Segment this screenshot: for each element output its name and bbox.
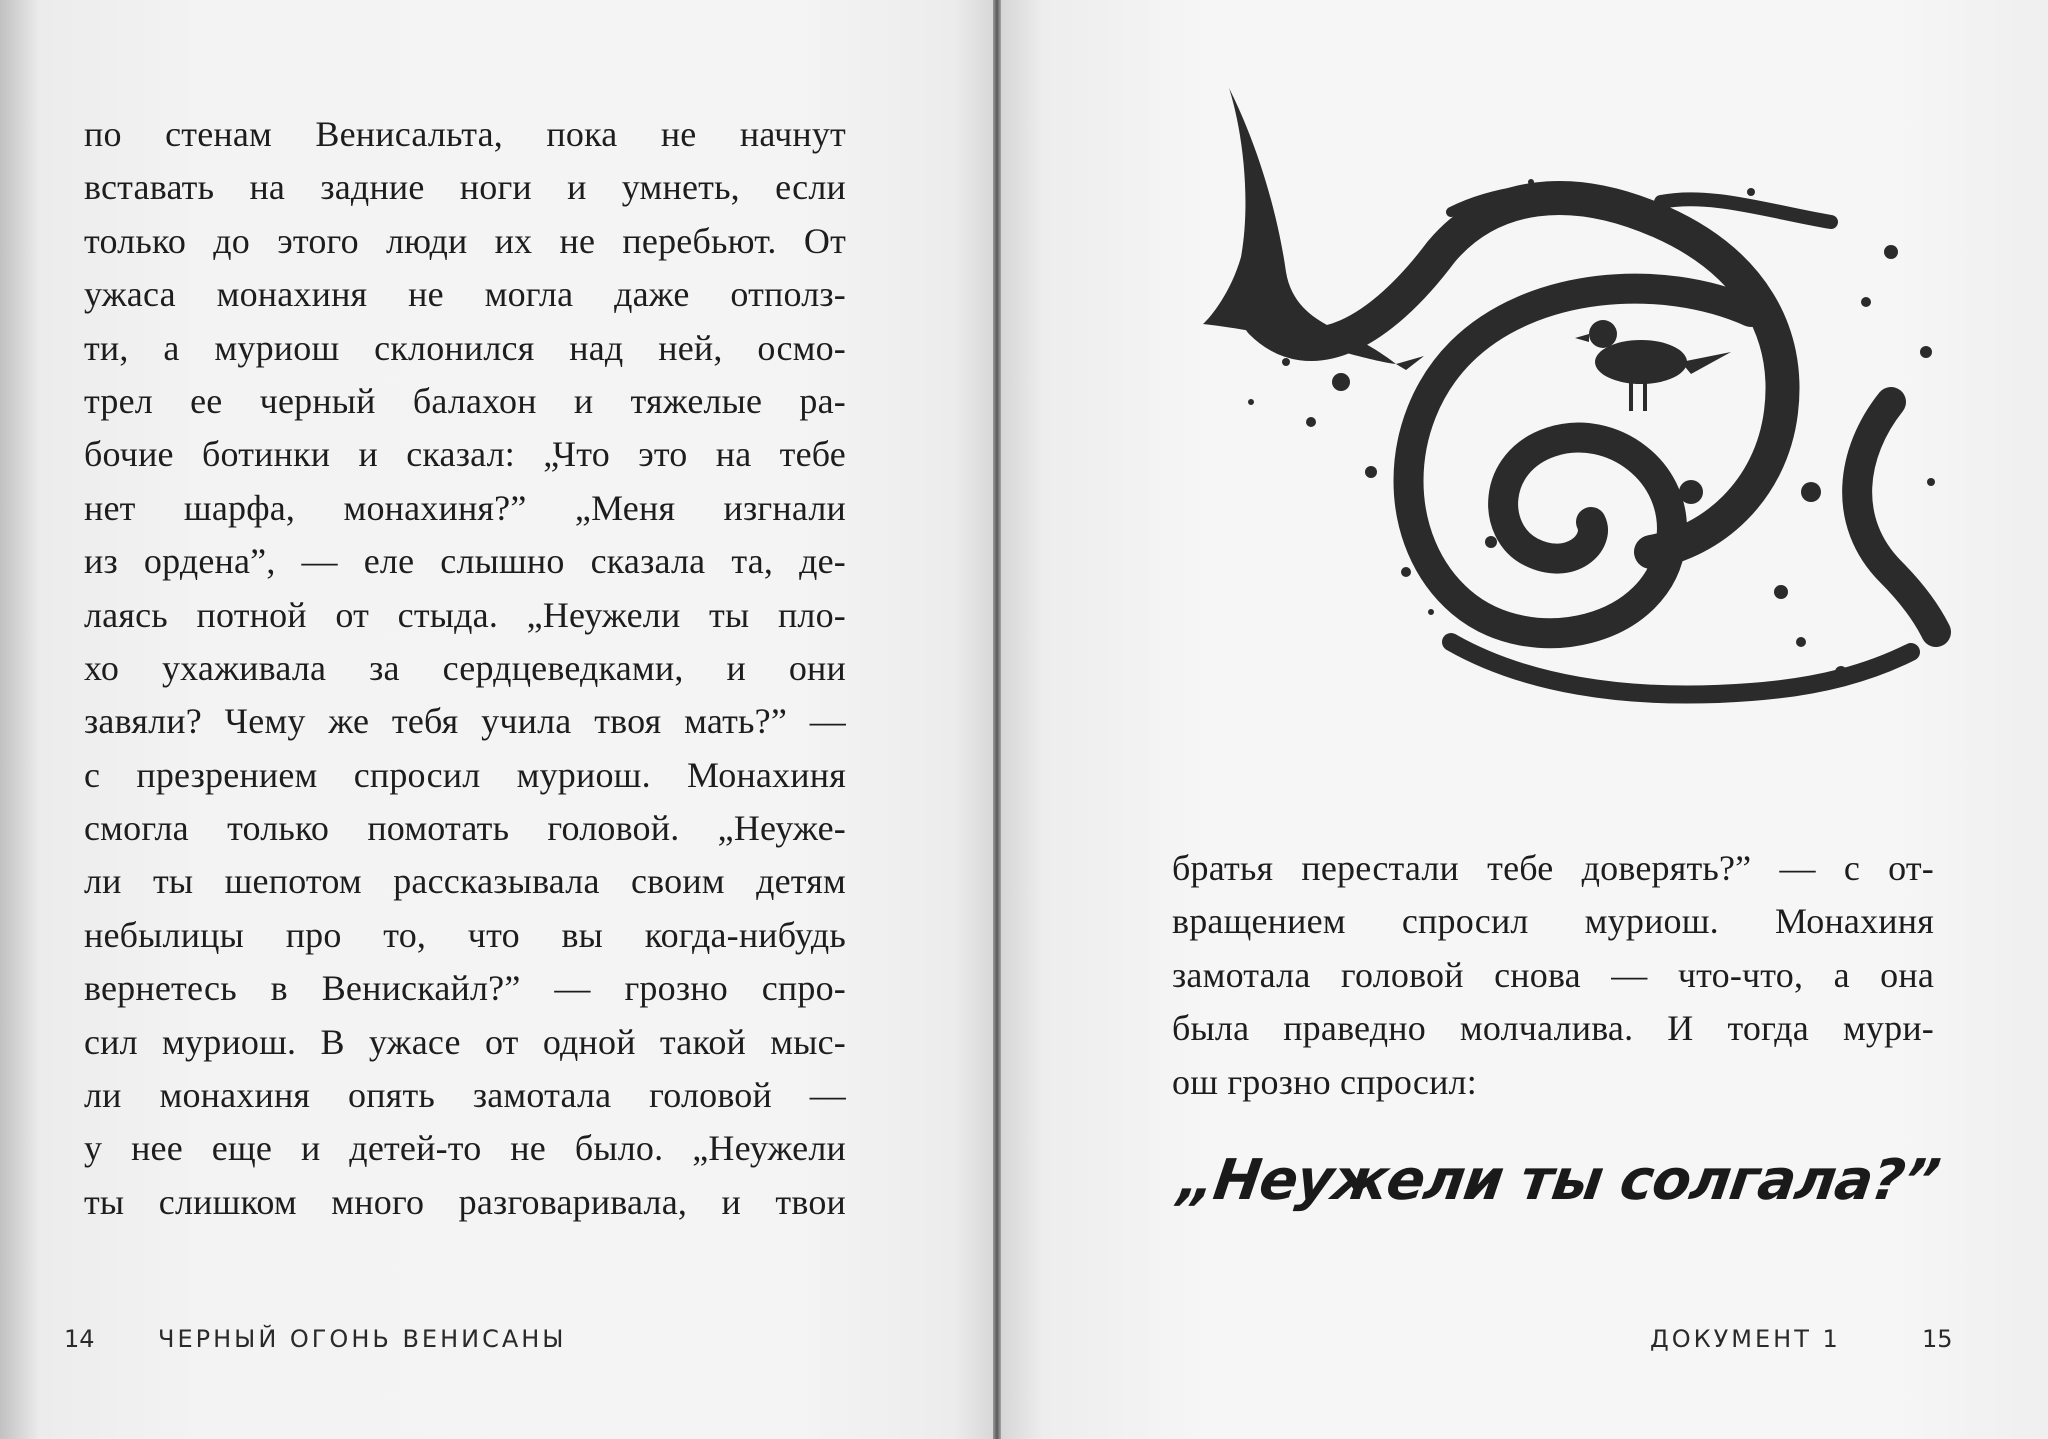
- page-number-right: 15: [1922, 1325, 1953, 1353]
- page-number-left: 14: [64, 1325, 95, 1353]
- text-line: замотала головой снова — что-что, а она: [1172, 954, 1934, 995]
- left-page: [0, 0, 993, 1439]
- text-line: с презрением спросил муриош. Монахиня: [84, 754, 846, 795]
- text-line: бочие ботинки и сказал: „Что это на тебе: [84, 434, 846, 475]
- text-line: сил муриош. В ужасе от одной такой мыс-: [84, 1021, 846, 1062]
- text-line: смогла только помотать головой. „Неуже-: [84, 808, 846, 849]
- emphasis-quote: „Неужели ты солгала?”: [1174, 1148, 1944, 1213]
- text-line: была праведно молчалива. И тогда мури-: [1172, 1008, 1934, 1049]
- ink-spiral-with-birds-illustration: [1191, 72, 1951, 772]
- text-line: вставать на задние ноги и умнеть, если: [84, 167, 846, 208]
- right-page: [1001, 0, 2048, 1439]
- text-line: только до этого люди их не перебьют. От: [84, 220, 846, 261]
- text-line: ли ты шепотом рассказывала своим детям: [84, 861, 846, 902]
- text-line: хо ухаживала за сердцеведками, и они: [84, 647, 846, 688]
- text-line: у нее еще и детей-то не было. „Неужели: [84, 1128, 846, 1169]
- text-line: лаясь потной от стыда. „Неужели ты пло-: [84, 594, 846, 635]
- text-line: по стенам Венисальта, пока не начнут: [84, 114, 846, 154]
- text-line: завяли? Чему же тебя учила твоя мать?” —: [84, 701, 846, 742]
- running-head-right: ДОКУМЕНТ 1: [1650, 1325, 1841, 1353]
- text-line: вернетесь в Венискайл?” — грозно спро-: [84, 968, 846, 1009]
- right-page-text: [1172, 842, 1934, 1109]
- text-line: вращением спросил муриош. Монахиня: [1172, 901, 1934, 942]
- running-head-left: ЧЕРНЫЙ ОГОНЬ ВЕНИСАНЫ: [158, 1325, 567, 1353]
- text-line: ти, а муриош склонился над ней, осмо-: [84, 327, 846, 368]
- text-line: ужаса монахиня не могла даже отполз-: [84, 274, 846, 315]
- text-line: братья перестали тебе доверять?” — с от-: [1172, 848, 1934, 888]
- book-gutter: [993, 0, 1001, 1439]
- text-line: нет шарфа, монахиня?” „Меня изгнали: [84, 487, 846, 528]
- text-line: из ордена”, — еле слышно сказала та, де-: [84, 541, 846, 582]
- text-line: трел ее черный балахон и тяжелые ра-: [84, 380, 846, 421]
- left-page-text: [84, 108, 846, 1229]
- text-line: ли монахиня опять замотала головой —: [84, 1075, 846, 1116]
- text-line: небылицы про то, что вы когда-нибудь: [84, 914, 846, 955]
- text-line: ты слишком много разговаривала, и твои: [84, 1181, 846, 1222]
- text-line: ош грозно спросил:: [1172, 1061, 1477, 1102]
